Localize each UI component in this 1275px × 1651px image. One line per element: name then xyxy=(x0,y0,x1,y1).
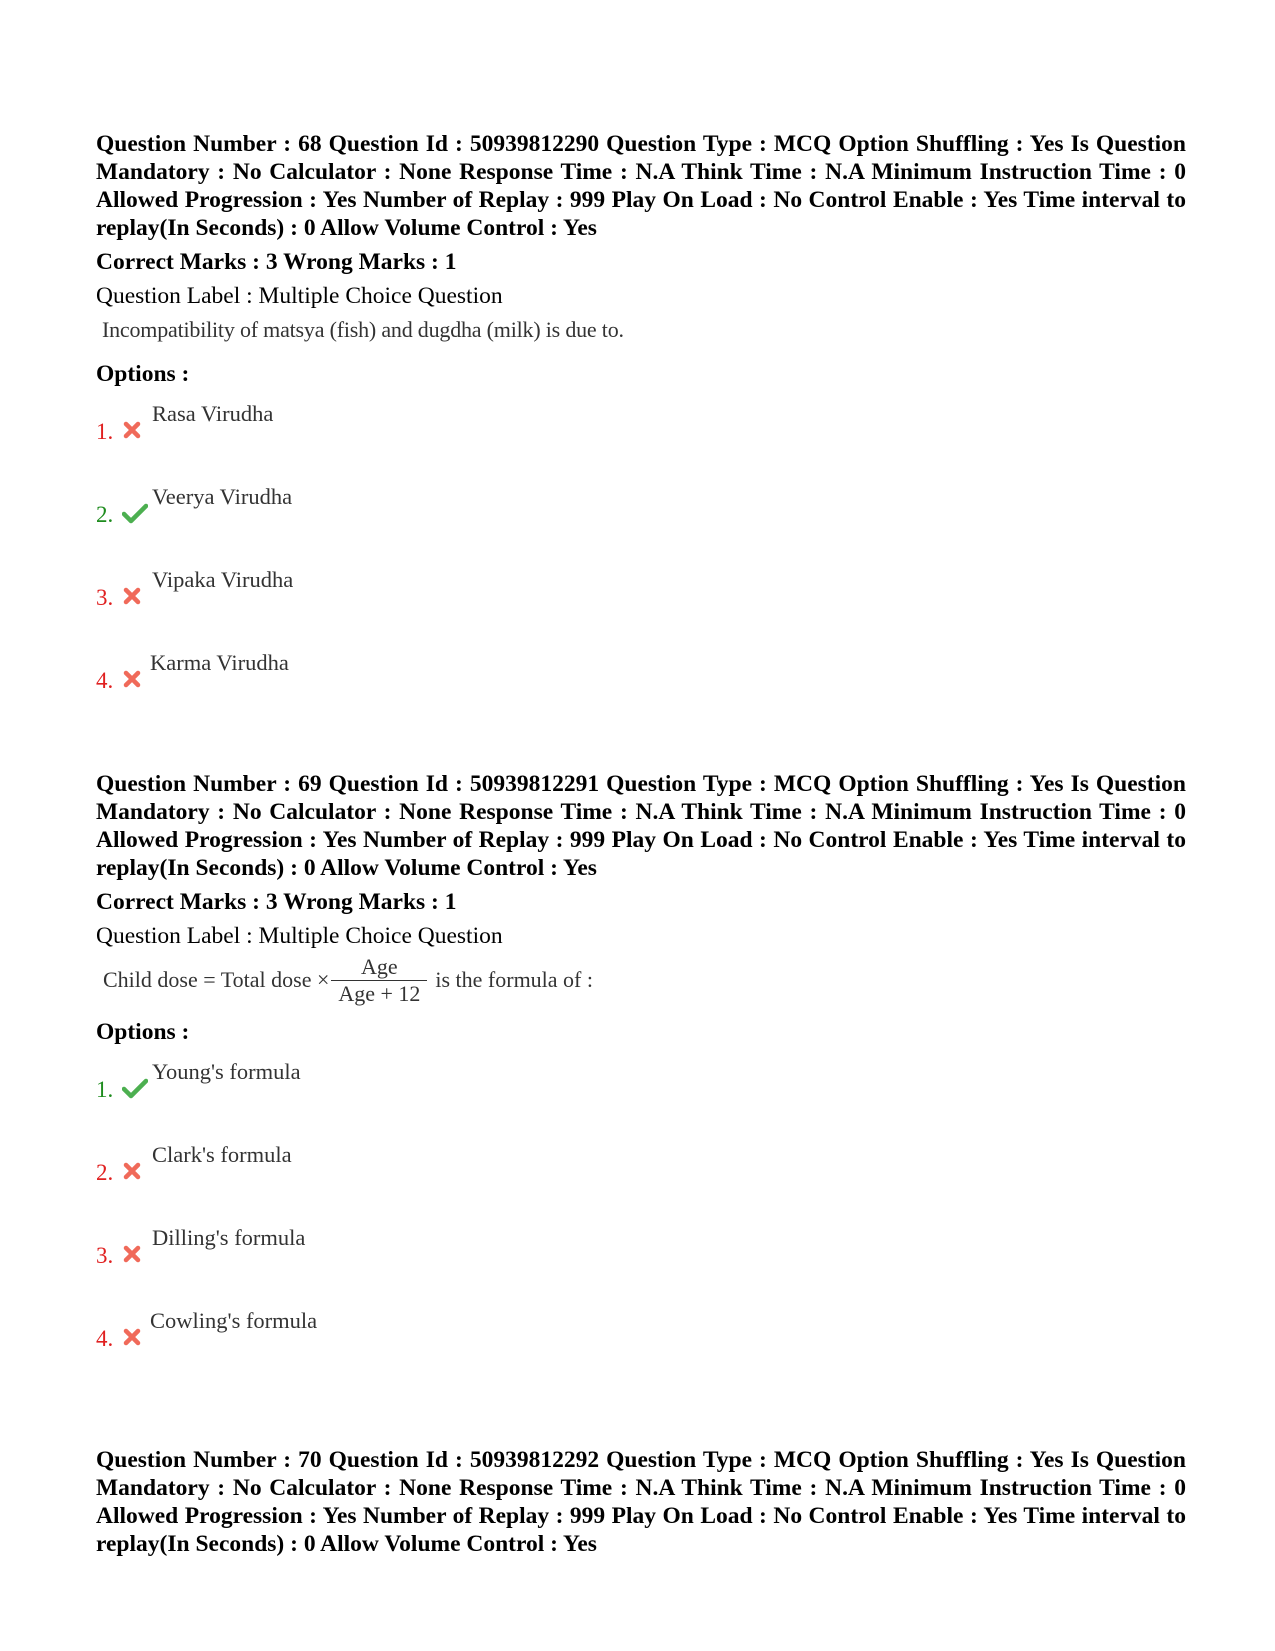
question-label: Question Label : Multiple Choice Question xyxy=(96,923,503,949)
options-list xyxy=(96,400,1186,732)
question-marks: Correct Marks : 3 Wrong Marks : 1 xyxy=(96,889,457,915)
option-text: Dilling's formula xyxy=(152,1225,306,1250)
formula-lhs: Child dose = Total dose × xyxy=(103,967,330,992)
check-icon xyxy=(122,1076,148,1100)
formula-denominator: Age + 12 xyxy=(338,980,421,1006)
cross-icon xyxy=(122,1242,142,1266)
formula-rhs: is the formula of : xyxy=(435,967,593,992)
check-icon xyxy=(122,501,148,525)
options-heading: Options : xyxy=(96,1019,190,1045)
cross-icon xyxy=(122,1325,142,1349)
question-68 xyxy=(96,130,1186,732)
option-number: 1. xyxy=(96,1077,114,1102)
question-meta: Question Number : 69 Question Id : 50939812291 Question Type : MCQ Option Shuffling : Yes Is Question Mandatory : No Calculator : None Response Time : N.A Think Time : N.A Minimum Instruction Time : 0 Allowed Progression : Yes Number of Replay : 999 Play On Load : No Control Enable : Yes Time interval to replay(In Seconds) : 0 Allow Volume Control : Yes xyxy=(96,771,1186,881)
question-70 xyxy=(96,1446,1186,1558)
formula-fraction xyxy=(331,954,427,1007)
option-text: Cowling's formula xyxy=(150,1308,318,1333)
question-meta: Question Number : 70 Question Id : 50939812292 Question Type : MCQ Option Shuffling : Yes Is Question Mandatory : No Calculator : None Response Time : N.A Think Time : N.A Minimum Instruction Time : 0 Allowed Progression : Yes Number of Replay : 999 Play On Load : No Control Enable : Yes Time interval to replay(In Seconds) : 0 Allow Volume Control : Yes xyxy=(96,1447,1186,1557)
option-3 xyxy=(96,566,1186,649)
option-1 xyxy=(96,400,1186,483)
option-text: Rasa Virudha xyxy=(152,401,274,426)
question-text: Incompatibility of matsya (fish) and dugdha (milk) is due to. xyxy=(102,317,624,342)
option-1 xyxy=(96,1058,1186,1141)
question-69 xyxy=(96,770,1186,1390)
question-meta: Question Number : 68 Question Id : 50939812290 Question Type : MCQ Option Shuffling : Yes Is Question Mandatory : No Calculator : None Response Time : N.A Think Time : N.A Minimum Instruction Time : 0 Allowed Progression : Yes Number of Replay : 999 Play On Load : No Control Enable : Yes Time interval to replay(In Seconds) : 0 Allow Volume Control : Yes xyxy=(96,131,1186,241)
cross-icon xyxy=(122,667,142,691)
cross-icon xyxy=(122,584,142,608)
question-marks: Correct Marks : 3 Wrong Marks : 1 xyxy=(96,249,457,275)
cross-icon xyxy=(122,1159,142,1183)
option-number: 2. xyxy=(96,1160,114,1185)
formula-numerator: Age xyxy=(331,954,427,981)
options-heading: Options : xyxy=(96,361,190,387)
option-number: 4. xyxy=(96,668,114,693)
option-number: 3. xyxy=(96,585,114,610)
option-number: 4. xyxy=(96,1326,114,1351)
option-4 xyxy=(96,1307,1186,1390)
option-text: Clark's formula xyxy=(152,1142,292,1167)
question-label: Question Label : Multiple Choice Question xyxy=(96,283,503,309)
question-formula xyxy=(96,952,1186,1008)
option-text: Karma Virudha xyxy=(150,650,289,675)
option-number: 3. xyxy=(96,1243,114,1268)
cross-icon xyxy=(122,418,142,442)
option-number: 2. xyxy=(96,502,114,527)
option-text: Veerya Virudha xyxy=(152,484,293,509)
option-4 xyxy=(96,649,1186,732)
option-2 xyxy=(96,483,1186,566)
option-text: Young's formula xyxy=(152,1059,301,1084)
option-text: Vipaka Virudha xyxy=(152,567,294,592)
option-number: 1. xyxy=(96,419,114,444)
option-2 xyxy=(96,1141,1186,1224)
option-3 xyxy=(96,1224,1186,1307)
options-list xyxy=(96,1058,1186,1390)
